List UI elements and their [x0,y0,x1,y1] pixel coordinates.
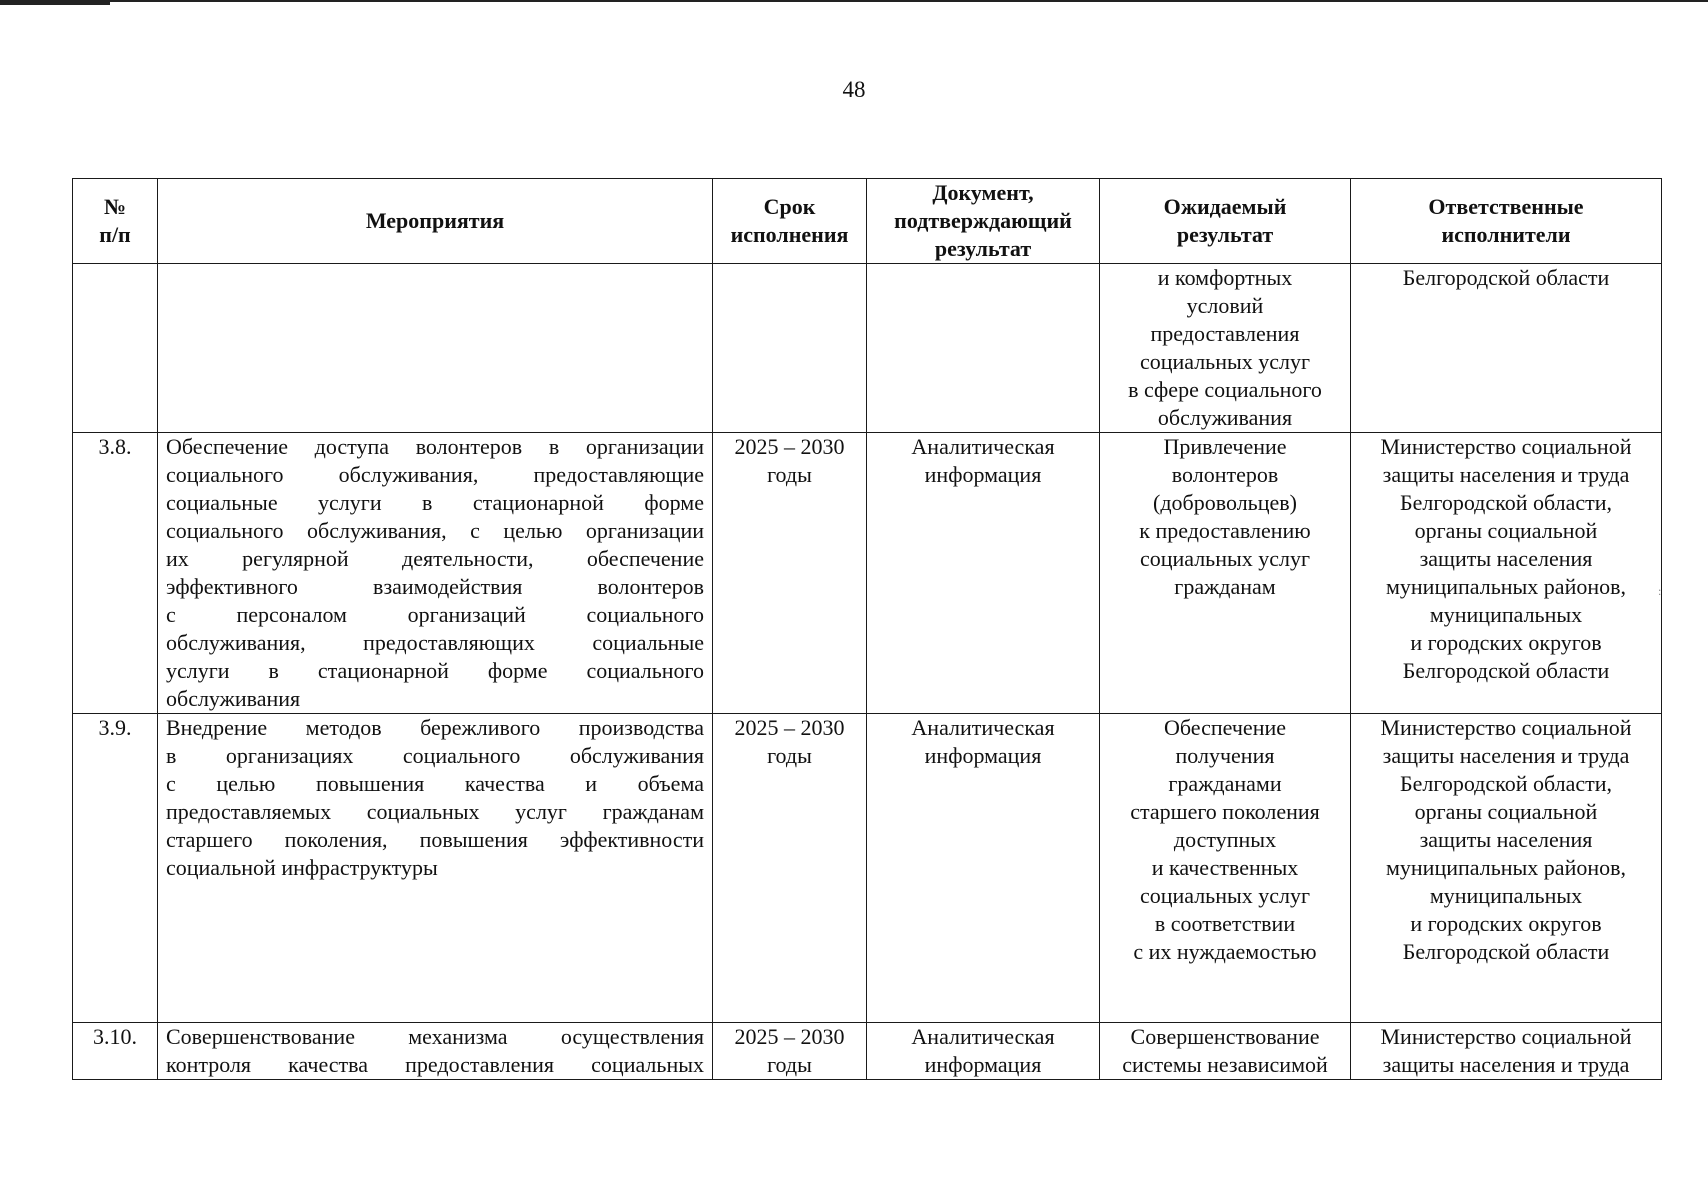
cell-line: обслуживания, предоставляющих социальные [166,630,704,655]
cell-line: (добровольцев) [1153,490,1297,515]
cell-document [867,264,1100,433]
cell-num: 3.9. [73,714,158,1023]
cell-term [713,1023,867,1080]
cell-line: муниципальных районов, [1385,574,1626,599]
cell-line: Внедрение методов бережливого производства [166,715,704,740]
cell-term [713,264,867,433]
cell-responsible [1351,1023,1662,1080]
cell-line: муниципальных [1429,883,1583,908]
cell-line: с их нуждаемостью [1133,939,1317,964]
cell-result [1100,714,1351,1023]
cell-line: доступных [1173,827,1277,852]
cell-line: Белгородской области [1402,939,1610,964]
cell-line: защиты населения [1419,546,1593,571]
cell-line: социальных услуг [1139,349,1311,374]
cell-line: органы социальной [1414,799,1598,824]
table-row [73,433,1662,714]
cell-responsible [1351,433,1662,714]
cell-result [1100,433,1351,714]
scan-top-border [0,0,1708,2]
cell-document [867,714,1100,1023]
cell-line: системы независимой [1122,1052,1328,1077]
cell-line: Белгородской области [1402,265,1610,290]
cell-line: годы [767,1052,812,1077]
cell-responsible [1351,264,1662,433]
cell-line: годы [767,462,812,487]
cell-line: в сфере социального [1128,377,1322,402]
cell-line: к предоставлению [1139,518,1311,543]
cell-line: гражданами [1168,771,1282,796]
cell-line: обслуживания [166,686,301,711]
cell-line: в соответствии [1154,911,1296,936]
cell-line: Обеспечение доступа волонтеров в организации [166,434,704,459]
cell-line: с персоналом организаций социального [166,602,704,627]
cell-line: и комфортных [1157,265,1293,290]
header-result: Ожидаемый результат [1100,179,1351,264]
scan-top-border-mark [0,0,110,5]
cell-line: их регулярной деятельности, обеспечение [166,546,704,571]
cell-event [158,1023,713,1080]
cell-line: контроля качества предоставления социальных [166,1052,704,1077]
table-row [73,1023,1662,1080]
cell-line: предоставления [1150,321,1300,346]
cell-line: социальные услуги в стационарной форме [166,490,704,515]
cell-result [1100,264,1351,433]
cell-line: органы социальной [1414,518,1598,543]
cell-line: 2025 – 2030 [734,1024,845,1049]
cell-line: Совершенствование [1130,1024,1320,1049]
header-responsible: Ответственные исполнители [1351,179,1662,264]
header-num: № п/п [73,179,158,264]
cell-line: Министерство социальной [1380,434,1632,459]
cell-line: 2025 – 2030 [734,434,845,459]
cell-line: Министерство социальной [1380,715,1632,740]
cell-num [73,264,158,433]
cell-document [867,433,1100,714]
cell-line: защиты населения и труда [1382,462,1630,487]
cell-line: социального обслуживания, предоставляющие [166,462,704,487]
cell-num: 3.10. [73,1023,158,1080]
table-row [73,264,1662,433]
header-document: Документ, подтверждающий результат [867,179,1100,264]
cell-line: старшего поколения, повышения эффективности [166,827,704,852]
cell-line: информация [924,1052,1042,1077]
cell-line: Совершенствование механизма осуществления [166,1024,704,1049]
cell-line: с целью повышения качества и объема [166,771,704,796]
cell-term [713,433,867,714]
cell-line: обслуживания [1157,405,1293,430]
header-term: Срок исполнения [713,179,867,264]
cell-event [158,714,713,1023]
cell-line: защиты населения и труда [1382,1052,1630,1077]
cell-line: предоставляемых социальных услуг гражданам [166,799,704,824]
cell-document [867,1023,1100,1080]
cell-term [713,714,867,1023]
scan-edge-mark: : [1658,584,1662,598]
cell-line: годы [767,743,812,768]
cell-line: гражданам [1174,574,1276,599]
cell-line: Белгородской области [1402,658,1610,683]
cell-line: Аналитическая [911,1024,1055,1049]
cell-line: социальных услуг [1139,883,1311,908]
cell-line: Министерство социальной [1380,1024,1632,1049]
cell-line: получения [1175,743,1275,768]
cell-line: и качественных [1151,855,1299,880]
cell-line: муниципальных [1429,602,1583,627]
table-row [73,714,1662,1023]
cell-line: и городских округов [1410,630,1602,655]
cell-line: социальной инфраструктуры [166,855,438,880]
cell-line: Привлечение [1163,434,1287,459]
cell-line: Обеспечение [1164,715,1286,740]
cell-line: информация [924,462,1042,487]
cell-line: волонтеров [1171,462,1279,487]
cell-line: муниципальных районов, [1385,855,1626,880]
cell-line: старшего поколения [1130,799,1320,824]
cell-line: Белгородской области, [1399,771,1613,796]
cell-line: эффективного взаимодействия волонтеров [166,574,704,599]
page-number: 48 [842,77,866,102]
cell-line: защиты населения и труда [1382,743,1630,768]
cell-num: 3.8. [73,433,158,714]
cell-event [158,264,713,433]
cell-responsible [1351,714,1662,1023]
cell-line: Белгородской области, [1399,490,1613,515]
cell-line: в организациях социального обслуживания [166,743,704,768]
cell-line: социального обслуживания, с целью организации [166,518,704,543]
cell-line: социальных услуг [1139,546,1311,571]
cell-line: информация [924,743,1042,768]
table-header-row [73,179,1662,264]
cell-line: условий [1186,293,1264,318]
header-event: Мероприятия [158,179,713,264]
cell-line: защиты населения [1419,827,1593,852]
cell-line: услуги в стационарной форме социального [166,658,704,683]
cell-line: 2025 – 2030 [734,715,845,740]
cell-event [158,433,713,714]
cell-line: и городских округов [1410,911,1602,936]
cell-line: Аналитическая [911,715,1055,740]
events-table [72,178,1662,1080]
cell-line: Аналитическая [911,434,1055,459]
cell-result [1100,1023,1351,1080]
